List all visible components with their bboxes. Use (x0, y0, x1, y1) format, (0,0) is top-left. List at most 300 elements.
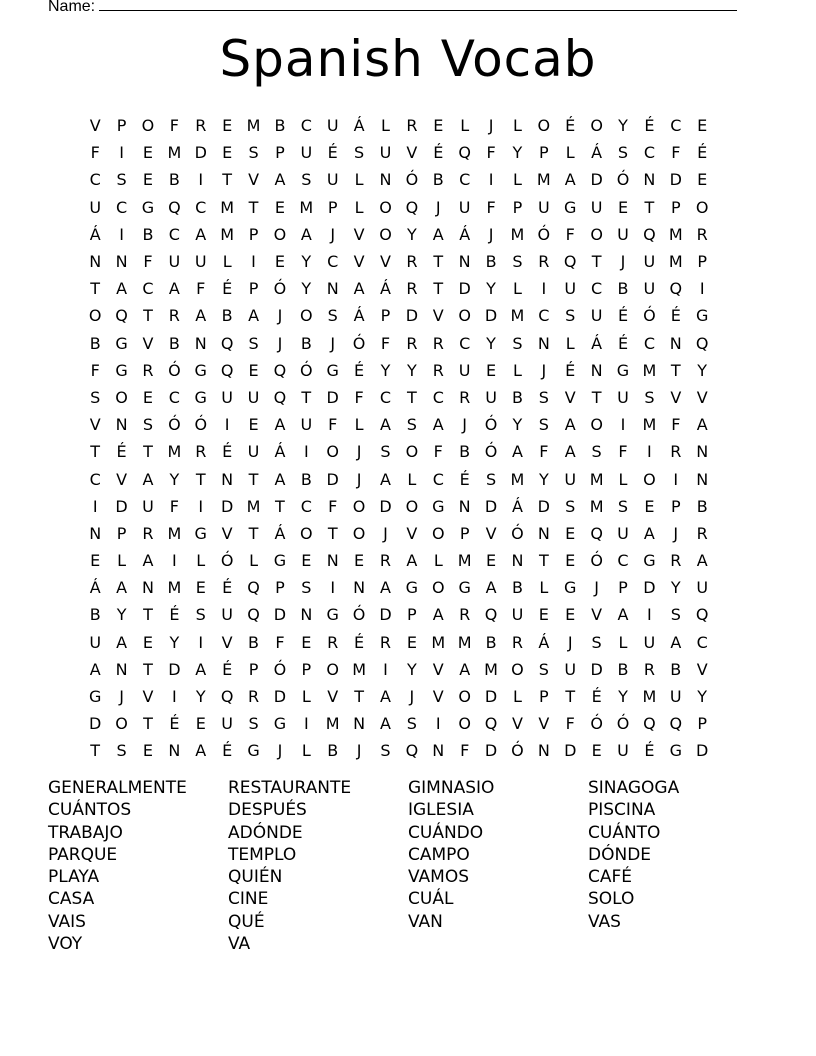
grid-letter: S (248, 333, 259, 353)
grid-letter: E (248, 360, 259, 380)
grid-letter: A (617, 605, 629, 625)
grid-letter: Q (247, 605, 260, 625)
grid-letter: R (538, 252, 550, 272)
word-item: ADÓNDE (228, 822, 303, 843)
grid-letter: T (354, 687, 364, 707)
grid-letter: V (89, 415, 101, 435)
grid-letter: R (406, 279, 418, 299)
grid-letter: D (273, 605, 287, 625)
grid-letter: D (168, 659, 181, 679)
grid-letter: L (381, 116, 390, 136)
grid-letter: O (115, 714, 128, 734)
grid-letter: D (643, 578, 656, 598)
grid-letter: N (326, 551, 339, 571)
grid-letter: A (116, 578, 128, 598)
grid-letter: U (617, 224, 629, 244)
grid-letter: J (277, 741, 283, 761)
grid-letter: Y (697, 360, 708, 380)
grid-letter: Á (89, 224, 101, 244)
grid-letter: A (696, 551, 708, 571)
grid-letter: N (696, 469, 709, 489)
grid-letter: G (564, 578, 577, 598)
grid-letter: M (457, 551, 472, 571)
grid-letter: Ó (194, 415, 208, 435)
grid-letter: U (247, 442, 260, 462)
grid-letter: L (512, 170, 522, 190)
grid-letter: E (195, 578, 206, 598)
grid-letter: A (274, 170, 286, 190)
grid-letter: U (300, 415, 313, 435)
grid-letter: E (142, 632, 154, 652)
grid-letter: R (459, 387, 471, 407)
grid-letter: R (696, 224, 708, 244)
grid-letter: U (617, 741, 629, 761)
grid-letter: D (220, 496, 234, 516)
grid-letter: Q (695, 333, 709, 353)
grid-letter: Y (618, 116, 628, 136)
grid-letter: V (670, 387, 682, 407)
grid-letter: U (669, 687, 682, 707)
grid-letter: J (462, 415, 468, 435)
word-item: TRABAJO (48, 822, 123, 843)
grid-letter: M (589, 469, 604, 489)
grid-letter: O (300, 523, 313, 543)
grid-letter: Á (353, 116, 365, 136)
grid-letter: O (379, 224, 392, 244)
grid-letter: A (432, 224, 444, 244)
grid-letter: M (510, 306, 525, 326)
grid-letter: T (433, 279, 444, 299)
grid-letter: É (222, 659, 233, 679)
grid-letter: M (457, 632, 472, 652)
grid-letter: U (89, 632, 102, 652)
grid-letter: U (221, 387, 233, 407)
grid-letter: P (407, 605, 417, 625)
grid-letter: R (327, 632, 339, 652)
grid-letter: T (433, 252, 444, 272)
grid-letter: S (380, 741, 391, 761)
grid-letter: F (328, 496, 338, 516)
grid-row (82, 547, 742, 574)
grid-letter: L (407, 469, 417, 489)
grid-letter: B (168, 170, 180, 190)
grid-letter: S (565, 306, 576, 326)
grid-letter: É (222, 741, 233, 761)
grid-letter: P (697, 252, 707, 272)
grid-letter: E (142, 170, 154, 190)
grid-letter: U (89, 197, 102, 217)
grid-letter: A (274, 415, 286, 435)
grid-letter: R (247, 687, 260, 707)
grid-row (82, 493, 742, 520)
grid-letter: M (431, 632, 446, 652)
grid-letter: F (169, 116, 179, 136)
grid-letter: S (406, 415, 417, 435)
grid-letter: V (221, 632, 233, 652)
grid-letter: S (485, 469, 497, 489)
grid-letter: B (617, 279, 629, 299)
grid-letter: S (142, 415, 154, 435)
grid-letter: Ó (168, 360, 181, 380)
grid-letter: N (221, 469, 234, 489)
word-item: CUÁNDO (408, 822, 484, 843)
grid-letter: C (432, 469, 444, 489)
grid-letter: U (564, 659, 577, 679)
grid-letter: C (379, 387, 392, 407)
grid-letter: B (89, 605, 101, 625)
grid-letter: I (224, 415, 230, 435)
grid-letter: S (406, 714, 417, 734)
grid-letter: D (590, 659, 603, 679)
grid-letter: V (89, 116, 101, 136)
grid-letter: Y (697, 687, 708, 707)
grid-letter: B (221, 306, 233, 326)
grid-letter: B (248, 632, 260, 652)
grid-letter: A (485, 578, 497, 598)
grid-letter: T (90, 442, 101, 462)
grid-letter: F (460, 741, 470, 761)
grid-letter: J (435, 197, 441, 217)
grid-letter: J (330, 224, 336, 244)
grid-row (82, 302, 742, 329)
grid-letter: J (356, 442, 362, 462)
grid-letter: E (538, 605, 549, 625)
grid-letter: I (647, 605, 652, 625)
grid-letter: I (251, 252, 256, 272)
grid-letter: É (591, 687, 602, 707)
grid-letter: I (620, 415, 626, 435)
name-field (48, 0, 737, 16)
word-item: VA (228, 934, 251, 955)
grid-letter: M (668, 252, 683, 272)
grid-letter: É (222, 442, 233, 462)
word-item: SINAGOGA (588, 778, 680, 798)
grid-letter: T (90, 279, 101, 299)
grid-letter: B (168, 333, 180, 353)
grid-letter: I (303, 442, 309, 462)
grid-letter: R (195, 116, 207, 136)
word-item: QUÉ (228, 911, 265, 932)
grid-letter: R (432, 333, 444, 353)
word-item: VOY (48, 934, 83, 955)
grid-letter: T (143, 714, 153, 734)
grid-letter: L (512, 116, 522, 136)
grid-letter: Q (590, 523, 603, 543)
grid-letter: I (699, 279, 705, 299)
grid-letter: J (119, 687, 124, 707)
grid-letter: R (142, 360, 154, 380)
grid-letter: O (458, 306, 471, 326)
grid-letter: O (352, 523, 366, 543)
grid-letter: U (696, 578, 709, 598)
grid-letter: I (488, 170, 494, 190)
grid-letter: B (511, 387, 523, 407)
word-item: CINE (228, 889, 269, 910)
grid-letter: F (565, 714, 575, 734)
grid-letter: A (89, 659, 101, 679)
word-item: PARQUE (48, 844, 118, 865)
grid-row (82, 520, 742, 547)
grid-letter: Q (484, 714, 498, 734)
word-item: VAS (588, 911, 621, 932)
grid-letter: S (565, 496, 576, 516)
grid-letter: V (432, 306, 444, 326)
grid-letter: Ó (616, 714, 630, 734)
grid-letter: U (564, 279, 577, 299)
grid-row (82, 112, 742, 139)
grid-row (82, 166, 742, 193)
grid-letter: Q (220, 360, 234, 380)
grid-letter: U (590, 197, 603, 217)
grid-letter: V (353, 252, 365, 272)
grid-letter: O (379, 197, 392, 217)
grid-letter: Q (669, 714, 683, 734)
word-item: CUÁNTOS (48, 800, 132, 821)
grid-letter: P (248, 279, 259, 299)
grid-letter: D (484, 496, 498, 516)
grid-letter: L (354, 415, 364, 435)
grid-letter: Y (486, 279, 496, 299)
grid-letter: P (116, 523, 127, 543)
grid-letter: M (167, 578, 182, 598)
grid-letter: E (697, 116, 708, 136)
grid-letter: C (643, 143, 655, 163)
grid-row (82, 629, 742, 656)
grid-letter: A (195, 659, 207, 679)
grid-letter: D (669, 170, 682, 190)
grid-letter: N (326, 279, 339, 299)
grid-letter: F (90, 143, 100, 163)
grid-letter: G (326, 360, 339, 380)
grid-letter: Ó (168, 415, 181, 435)
grid-letter: E (248, 415, 259, 435)
grid-letter: U (168, 252, 181, 272)
grid-letter: Á (380, 279, 391, 299)
grid-letter: A (380, 415, 391, 435)
grid-letter: S (195, 605, 206, 625)
grid-row (82, 601, 742, 628)
grid-letter: A (511, 442, 523, 462)
grid-letter: L (301, 687, 311, 707)
grid-letter: Q (273, 360, 287, 380)
grid-letter: G (115, 360, 128, 380)
grid-letter: T (143, 605, 153, 625)
grid-letter: B (511, 578, 523, 598)
grid-letter: F (539, 442, 549, 462)
grid-letter: L (460, 116, 470, 136)
grid-letter: M (352, 659, 366, 679)
grid-letter: N (537, 333, 550, 353)
grid-letter: C (300, 116, 312, 136)
grid-letter: T (591, 252, 602, 272)
grid-letter: N (168, 741, 181, 761)
page-title: Spanish Vocab (219, 30, 597, 88)
grid-letter: Á (538, 632, 550, 652)
grid-letter: Ó (590, 714, 603, 734)
grid-letter: N (89, 252, 102, 272)
grid-letter: O (537, 116, 551, 136)
grid-letter: C (617, 551, 629, 571)
grid-letter: P (248, 224, 259, 244)
grid-letter: P (670, 496, 681, 516)
grid-letter: S (617, 143, 629, 163)
grid-letter: T (248, 197, 259, 217)
grid-letter: N (669, 333, 682, 353)
grid-letter: R (168, 306, 180, 326)
grid-row (82, 438, 742, 465)
grid-letter: S (591, 632, 602, 652)
grid-letter: U (300, 143, 313, 163)
grid-letter: U (221, 605, 233, 625)
grid-letter: L (301, 741, 311, 761)
grid-letter: Y (512, 415, 523, 435)
grid-letter: É (169, 714, 180, 734)
grid-letter: O (431, 523, 445, 543)
grid-letter: J (277, 333, 283, 353)
grid-letter: V (406, 143, 418, 163)
grid-letter: G (695, 306, 709, 326)
grid-letter: E (486, 360, 497, 380)
grid-letter: Q (220, 333, 234, 353)
grid-letter: E (222, 143, 233, 163)
word-item: PISCINA (588, 800, 656, 821)
grid-letter: N (141, 578, 154, 598)
grid-letter: E (354, 551, 365, 571)
grid-letter: Y (618, 687, 628, 707)
grid-letter: S (327, 306, 338, 326)
grid-letter: N (432, 741, 445, 761)
grid-letter: R (696, 523, 708, 543)
grid-letter: C (142, 279, 154, 299)
grid-letter: Q (563, 252, 577, 272)
grid-letter: G (194, 360, 207, 380)
grid-letter: J (383, 523, 388, 543)
grid-letter: F (486, 197, 496, 217)
grid-letter: S (538, 415, 549, 435)
grid-letter: G (326, 605, 339, 625)
grid-letter: A (670, 632, 682, 652)
grid-letter: F (196, 279, 206, 299)
grid-letter: D (590, 170, 603, 190)
grid-letter: V (696, 387, 708, 407)
grid-letter: Q (220, 687, 234, 707)
grid-letter: G (194, 387, 207, 407)
grid-letter: I (541, 279, 547, 299)
grid-letter: Ó (590, 551, 603, 571)
grid-letter: Ó (616, 170, 630, 190)
grid-letter: O (326, 659, 339, 679)
grid-letter: A (432, 415, 444, 435)
grid-letter: L (618, 632, 628, 652)
grid-letter: J (594, 578, 599, 598)
grid-letter: Q (669, 279, 683, 299)
grid-letter: A (116, 632, 128, 652)
grid-letter: U (564, 469, 577, 489)
grid-letter: R (195, 442, 207, 462)
grid-letter: T (591, 387, 602, 407)
grid-letter: E (142, 741, 154, 761)
grid-letter: A (380, 687, 391, 707)
grid-letter: I (172, 551, 177, 571)
grid-letter: V (142, 687, 154, 707)
grid-letter: G (458, 578, 471, 598)
grid-letter: Y (406, 659, 417, 679)
grid-letter: B (485, 632, 497, 652)
grid-letter: A (380, 578, 391, 598)
grid-letter: G (194, 523, 207, 543)
grid-letter: S (538, 659, 549, 679)
grid-letter: V (221, 523, 233, 543)
grid-letter: T (143, 442, 153, 462)
grid-letter: V (327, 687, 339, 707)
grid-letter: U (221, 714, 233, 734)
grid-row (82, 737, 742, 764)
grid-letter: V (380, 252, 391, 272)
grid-letter: J (356, 469, 362, 489)
grid-letter: O (511, 659, 524, 679)
grid-letter: I (198, 632, 204, 652)
grid-letter: E (301, 632, 312, 652)
grid-letter: I (119, 143, 124, 163)
grid-letter: T (143, 306, 153, 326)
grid-letter: Q (273, 387, 287, 407)
grid-letter: I (119, 224, 124, 244)
grid-letter: T (538, 551, 549, 571)
grid-letter: M (325, 714, 340, 734)
grid-letter: U (458, 360, 471, 380)
grid-letter: B (459, 442, 471, 462)
grid-letter: T (565, 687, 576, 707)
grid-letter: D (89, 714, 102, 734)
grid-letter: Ó (511, 523, 524, 543)
grid-letter: C (300, 496, 312, 516)
grid-letter: É (670, 306, 681, 326)
word-column (408, 777, 588, 955)
grid-letter: Y (169, 469, 180, 489)
grid-letter: U (326, 170, 339, 190)
grid-letter: U (194, 252, 207, 272)
grid-letter: U (643, 632, 656, 652)
grid-letter: A (380, 469, 391, 489)
grid-letter: N (537, 741, 550, 761)
grid-letter: S (512, 333, 523, 353)
word-item: RESTAURANTE (228, 778, 352, 798)
grid-letter: Q (643, 224, 656, 244)
grid-letter: M (246, 116, 261, 136)
grid-letter: U (643, 252, 656, 272)
grid-letter: O (431, 578, 445, 598)
grid-letter: A (380, 714, 391, 734)
grid-letter: N (379, 170, 392, 190)
grid-letter: P (697, 714, 707, 734)
grid-letter: É (169, 605, 180, 625)
grid-letter: O (590, 116, 603, 136)
grid-letter: C (116, 197, 128, 217)
grid-letter: N (115, 415, 128, 435)
grid-letter: N (353, 578, 366, 598)
grid-letter: A (643, 523, 655, 543)
grid-letter: U (247, 387, 260, 407)
grid-letter: P (670, 197, 681, 217)
grid-letter: F (565, 224, 575, 244)
grid-letter: L (249, 551, 258, 571)
grid-letter: Y (538, 469, 549, 489)
grid-letter: R (406, 116, 418, 136)
grid-letter: Ó (352, 333, 366, 353)
grid-letter: F (90, 360, 100, 380)
grid-letter: C (432, 387, 444, 407)
grid-letter: J (488, 224, 494, 244)
